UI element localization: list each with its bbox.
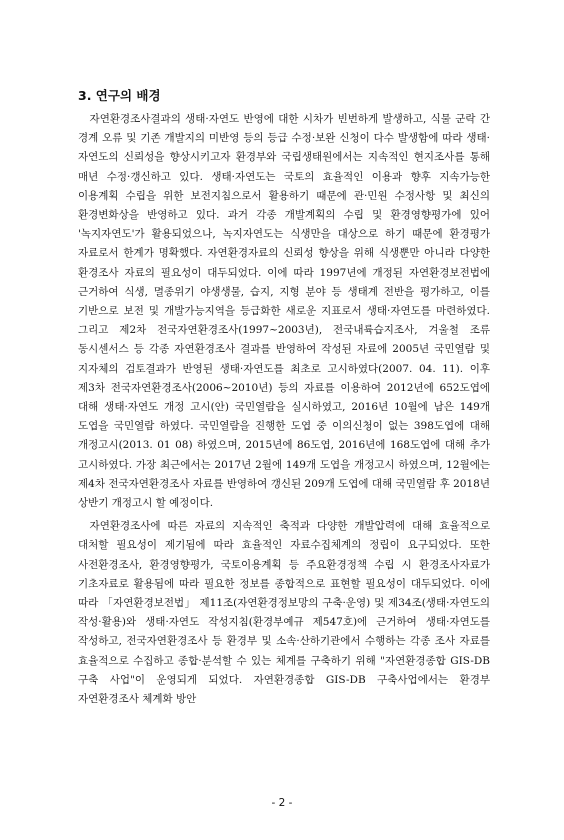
section-title: 3. 연구의 배경 [78,88,161,103]
page-number: - 2 - [271,797,293,809]
paragraph-2: 자연환경조사에 따른 자료의 지속적인 축적과 다양한 개발압력에 대해 효율적으로 대처할 필요성이 제기됨에 따라 효율적인 자료수집체계의 정립이 요구되었다. 또한 사전환경조사, 환경영향평가, 국토이용계획 등 주요환경정책 수립 시 환경조사자료가 기초자료로 활용됨에 따라 필요한 정보를 종합적으로 표현할 필요성이 대두되었다. 이에 따라 「자연환경보전법」 제11조(자연환경정보망의 구축·운영) 및 제34조(생태·자연도의 작성·활용)와 생태·자연도 작성지침(환경부예규 제547호)에 근거하여 생태·자연도를 작성하고, 전국자연환경조사 등 환경부 및 소속·산하기관에서 수행하는 각종 조사 자료를 효율적으로 수집하고 종합·분석할 수 있는 체계를 구축하기 위해 "자연환경종합 GIS-DB 구축 사업"이 운영되게 되었다. 자연환경종합 GIS-DB 구축사업에서는 환경부 자연환경조사 체계화 방안 [78,520,490,706]
document-body [78,86,490,709]
paragraph-1: 자연환경조사결과의 생태·자연도 반영에 대한 시차가 빈번하게 발생하고, 식물 군락 간 경계 오류 및 기존 개발지의 미반영 등의 등급 수정·보완 신청이 다수 발생함에 따라 생태·자연도의 신뢰성을 향상시키고자 환경부와 국립생태원에서는 지속적인 현지조사를 통해 매년 수정·갱신하고 있다. 생태·자연도는 국토의 효율적인 이용과 향후 지속가능한 이용계획 수립을 위한 보전지침으로서 활용하기 때문에 관·민원 수정사항 및 최신의 환경변화상을 반영하고 있다. 과거 각종 개발계획의 수립 및 환경영향평가에 있어 '녹지자연도'가 활용되었으나, 녹지자연도는 식생만을 대상으로 하기 때문에 환경평가 자료로서 한계가 명확했다. 자연환경자료의 신뢰성 향상을 위해 식생뿐만 아니라 다양한 환경조사 자료의 필요성이 대두되었다. 이에 따라 1997년에 개정된 자연환경보전법에 근거하여 식생, 멸종위기 야생생물, 습지, 지형 분야 등 생태계 전반을 평가하고, 이를 기반으로 보전 및 개발가능지역을 등급화한 새로운 지표로서 생태·자연도를 마련하였다. 그리고 제2차 전국자연환경조사(1997~2003년), 전국내륙습지조사, 겨울철 조류 동시센서스 등 각종 자연환경조사 결과를 반영하여 작성된 자료에 2005년 국민열람 및 지자체의 검토결과가 반영된 생태·자연도를 최초로 고시하였다(2007. 04. 11). 이후 제3차 전국자연환경조사(2006~2010년) 등의 자료를 이용하여 2012년에 652도엽에 대해 생태·자연도 개정 고시(안) 국민열람을 실시하였고, 2016년 10월에 남은 149개 도엽을 국민열람 하였다. 국민열람을 진행한 도엽 중 이의신청이 없는 398도엽에 대해 개정고시(2013. 01 08) 하였으며, 2015년에 86도엽, 2016년에 168도엽에 대해 추가 고시하였다. 가장 최근에서는 2017년 2월에 149개 도엽을 개정고시 하였으며, 12월에는 제4차 전국자연환경조사 자료를 반영하여 갱신된 209개 도엽에 대해 국민열람 후 2018년 상반기 개정고시 할 예정이다. [78,113,490,510]
